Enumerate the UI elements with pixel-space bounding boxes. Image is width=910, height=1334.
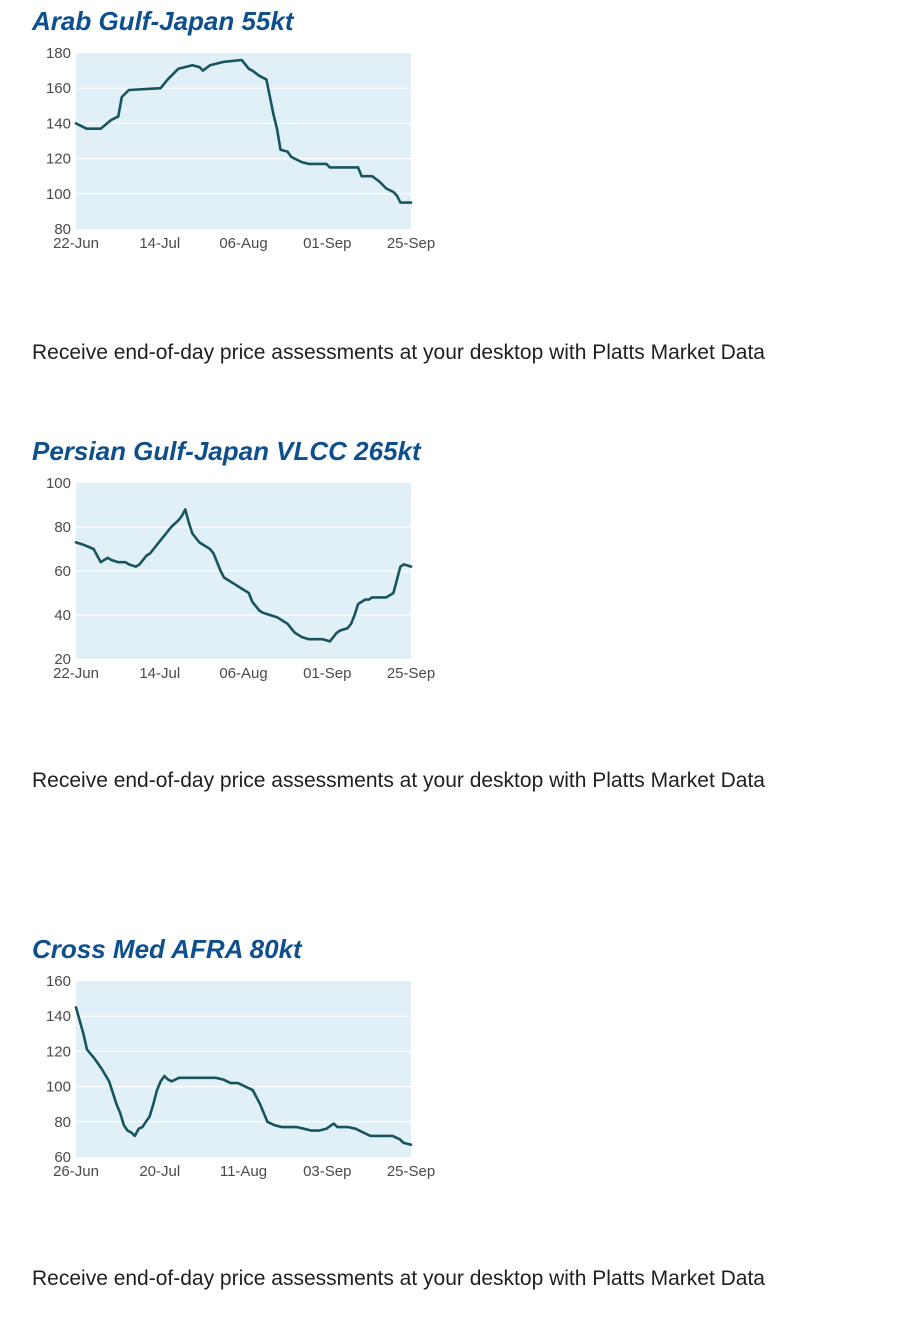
y-tick-label: 100 [45,475,71,492]
x-tick-label: 20-Jul [139,1163,181,1180]
x-tick-label: 25-Sep [386,235,436,252]
y-tick-label: 20 [54,651,71,668]
x-tick-label: 06-Aug [219,235,268,252]
caption: Receive end-of-day price assessments at your desktop with Platts Market Data [32,341,765,364]
y-tick-label: 80 [54,221,71,238]
y-tick-label: 60 [54,563,71,580]
plot-area [76,53,411,229]
chart-section-3 [32,934,436,1180]
x-tick-label: 11-Aug [219,1163,268,1180]
caption: Receive end-of-day price assessments at your desktop with Platts Market Data [32,1267,765,1290]
chart-section-2 [32,436,436,682]
y-tick-label: 80 [54,1113,71,1131]
y-tick-label: 120 [45,1043,71,1061]
x-tick-label: 01-Sep [303,235,352,252]
y-tick-label: 160 [45,973,71,990]
y-tick-label: 100 [45,185,71,203]
y-tick-label: 180 [45,45,71,62]
y-tick-label: 100 [45,1078,71,1096]
chart-title: Persian Gulf-Japan VLCC 265kt [32,436,421,466]
y-tick-label: 80 [54,519,71,536]
x-tick-label: 03-Sep [303,1163,352,1180]
x-tick-label: 14-Jul [139,665,181,682]
x-tick-label: 06-Aug [219,665,268,682]
y-tick-label: 140 [45,115,71,133]
y-tick-label: 140 [45,1008,71,1026]
line-chart [32,969,452,1194]
chart-title: Cross Med AFRA 80kt [32,934,302,964]
x-tick-label: 25-Sep [386,1163,436,1180]
y-tick-label: 40 [54,607,71,624]
y-tick-label: 60 [54,1149,71,1166]
x-tick-label: 25-Sep [386,665,436,682]
x-tick-label: 22-Jun [53,665,99,682]
x-tick-label: 14-Jul [139,235,181,252]
x-tick-label: 26-Jun [53,1163,99,1180]
line-chart [32,471,452,696]
chart-section-1 [32,6,436,252]
chart-title: Arab Gulf-Japan 55kt [32,6,294,36]
y-tick-label: 120 [45,150,71,168]
x-tick-label: 22-Jun [53,235,99,252]
line-chart [32,41,452,266]
y-tick-label: 160 [45,80,71,98]
caption: Receive end-of-day price assessments at your desktop with Platts Market Data [32,769,765,792]
x-tick-label: 01-Sep [303,665,352,682]
